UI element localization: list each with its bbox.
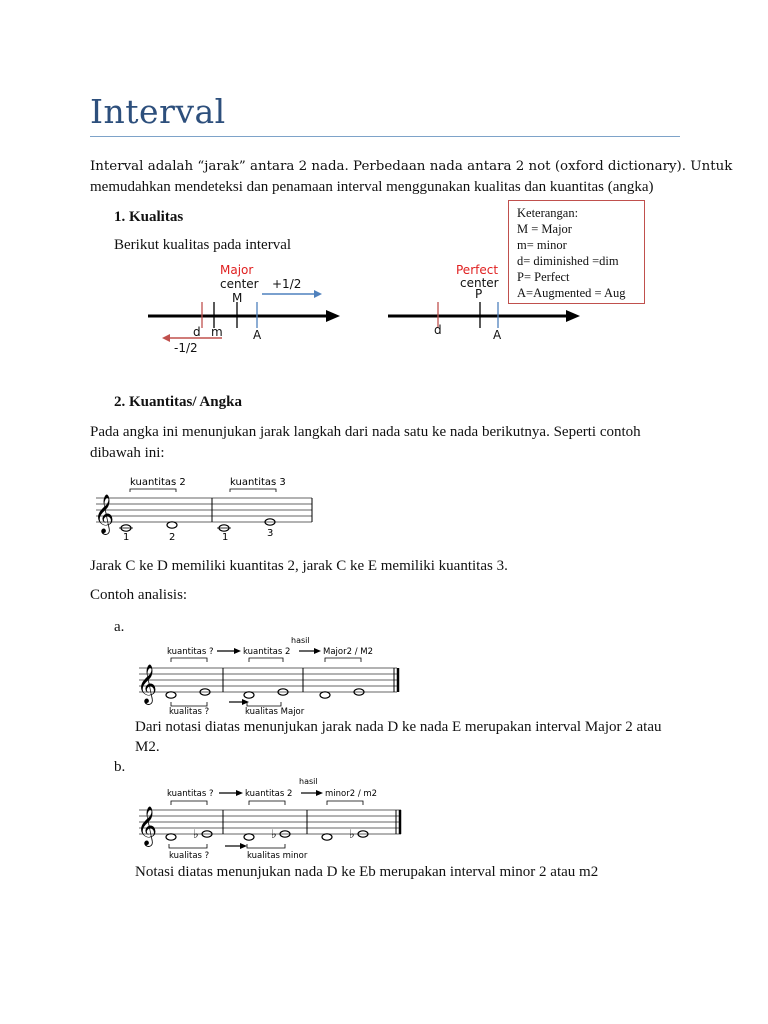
bracket (171, 801, 207, 805)
minus-half-label: -1/2 (174, 341, 198, 355)
example-b-description: Notasi diatas menunjukan nada D ke Eb merupakan interval minor 2 atau m2 (135, 864, 599, 880)
kuantitas-unknown-label: kuantitas ? (167, 647, 214, 657)
label-d: d (193, 325, 201, 339)
flat-sign-icon: ♭ (193, 827, 199, 841)
number-1: 1 (222, 532, 229, 543)
result-label: Major2 / M2 (323, 647, 374, 657)
perfect-label: Perfect (456, 263, 499, 277)
section-2-text-1: Pada angka ini menunjukan jarak langkah dari nada satu ke nada berikutnya. Seperti contoh (90, 424, 641, 440)
arrow-head (240, 843, 247, 849)
legend-item: d= diminished =dim (517, 254, 619, 268)
kualitas-unknown-label: kualitas ? (169, 707, 210, 717)
legend-item: M = Major (517, 222, 572, 236)
treble-clef-icon: 𝄞 (137, 806, 158, 846)
legend-item: A=Augmented = Aug (517, 286, 626, 300)
arrow-head (316, 790, 323, 796)
arrow-head (242, 699, 249, 705)
arrow-head (236, 790, 243, 796)
bracket-kuantitas-3 (230, 489, 276, 492)
label-a: A (253, 328, 262, 342)
example-b-marker: b. (114, 759, 126, 775)
bracket (171, 658, 207, 662)
number-1: 1 (123, 532, 130, 543)
staff-example-b (135, 772, 405, 862)
label-a: A (493, 328, 502, 342)
kuantitas-2-label: kuantitas 2 (243, 647, 291, 657)
number-3: 3 (267, 528, 274, 539)
intro-line-2: memudahkan mendeteksi dan penamaan interval menggunakan kualitas dan kuantitas (angka) (90, 179, 654, 195)
note-d (320, 692, 330, 698)
bracket-kuantitas-2 (130, 489, 176, 492)
note-d (167, 522, 177, 528)
plus-half-label: +1/2 (272, 277, 302, 291)
flat-sign-icon: ♭ (271, 827, 277, 841)
major-label: Major (220, 263, 254, 277)
hasil-label: hasil (291, 636, 310, 645)
treble-clef-icon: 𝄞 (137, 664, 158, 704)
example-a-description-2: M2. (135, 739, 160, 755)
note-d (244, 834, 254, 840)
major-center-label: center (220, 277, 259, 291)
major-center-note: M (232, 291, 243, 305)
label-kuantitas-2: kuantitas 2 (130, 477, 186, 488)
hasil-label: hasil (299, 777, 318, 786)
flat-sign-icon: ♭ (349, 827, 355, 841)
kualitas-unknown-label: kualitas ? (169, 851, 210, 861)
minus-half-arrow-head (162, 334, 170, 342)
kualitas-major-label: kualitas Major (245, 707, 305, 717)
kuantitas-2-label: kuantitas 2 (245, 789, 293, 799)
label-m: m (211, 325, 223, 339)
title-divider (90, 136, 680, 137)
section-2-text-3: Jarak C ke D memiliki kuantitas 2, jarak C ke E memiliki kuantitas 3. (90, 558, 508, 574)
plus-half-arrow-head (314, 290, 322, 298)
staff-example-a (135, 632, 405, 718)
intro-line-1: Interval adalah “jarak” antara 2 nada. Perbedaan nada antara 2 not (oxford dictionary). Untuk (90, 159, 733, 174)
legend-item: P= Perfect (517, 270, 570, 284)
arrow-head (314, 648, 321, 654)
bracket (325, 658, 361, 662)
bracket (171, 702, 207, 706)
perfect-center-label: center (460, 276, 499, 290)
note-d (166, 692, 176, 698)
legend-item: m= minor (517, 238, 567, 252)
note-d (244, 692, 254, 698)
bracket (247, 702, 281, 706)
label-kuantitas-3: kuantitas 3 (230, 477, 286, 488)
legend-title: Keterangan: (517, 206, 579, 220)
major-interval-diagram (140, 258, 360, 358)
treble-clef-icon: 𝄞 (94, 494, 115, 534)
section-2-heading: 2. Kuantitas/ Angka (114, 394, 242, 410)
section-1-heading: 1. Kualitas (114, 209, 184, 225)
staff-kuantitas-example (90, 472, 320, 544)
bracket (249, 658, 283, 662)
note-d (166, 834, 176, 840)
perfect-interval-diagram (380, 258, 590, 358)
section-1-text: Berikut kualitas pada interval (114, 237, 292, 253)
major-axis-arrow-head (326, 310, 340, 322)
label-d: d (434, 323, 442, 337)
result-label: minor2 / m2 (325, 789, 378, 799)
section-2-text-2: dibawah ini: (90, 445, 165, 461)
perfect-center-note: P (475, 287, 483, 301)
note-d (322, 834, 332, 840)
bracket (169, 844, 207, 848)
kuantitas-unknown-label: kuantitas ? (167, 789, 214, 799)
example-a-description-1: Dari notasi diatas menunjukan jarak nada D ke nada E merupakan interval Major 2 atau (135, 719, 662, 735)
contoh-heading: Contoh analisis: (90, 587, 188, 603)
arrow-head (234, 648, 241, 654)
example-a-marker: a. (114, 619, 125, 635)
page-title: Interval (90, 92, 226, 131)
bracket (249, 801, 285, 805)
bracket (327, 801, 363, 805)
bracket (247, 844, 285, 848)
perfect-axis-arrow-head (566, 310, 580, 322)
staff-lines (96, 498, 312, 522)
number-2: 2 (169, 532, 176, 543)
kualitas-minor-label: kualitas minor (247, 851, 308, 861)
